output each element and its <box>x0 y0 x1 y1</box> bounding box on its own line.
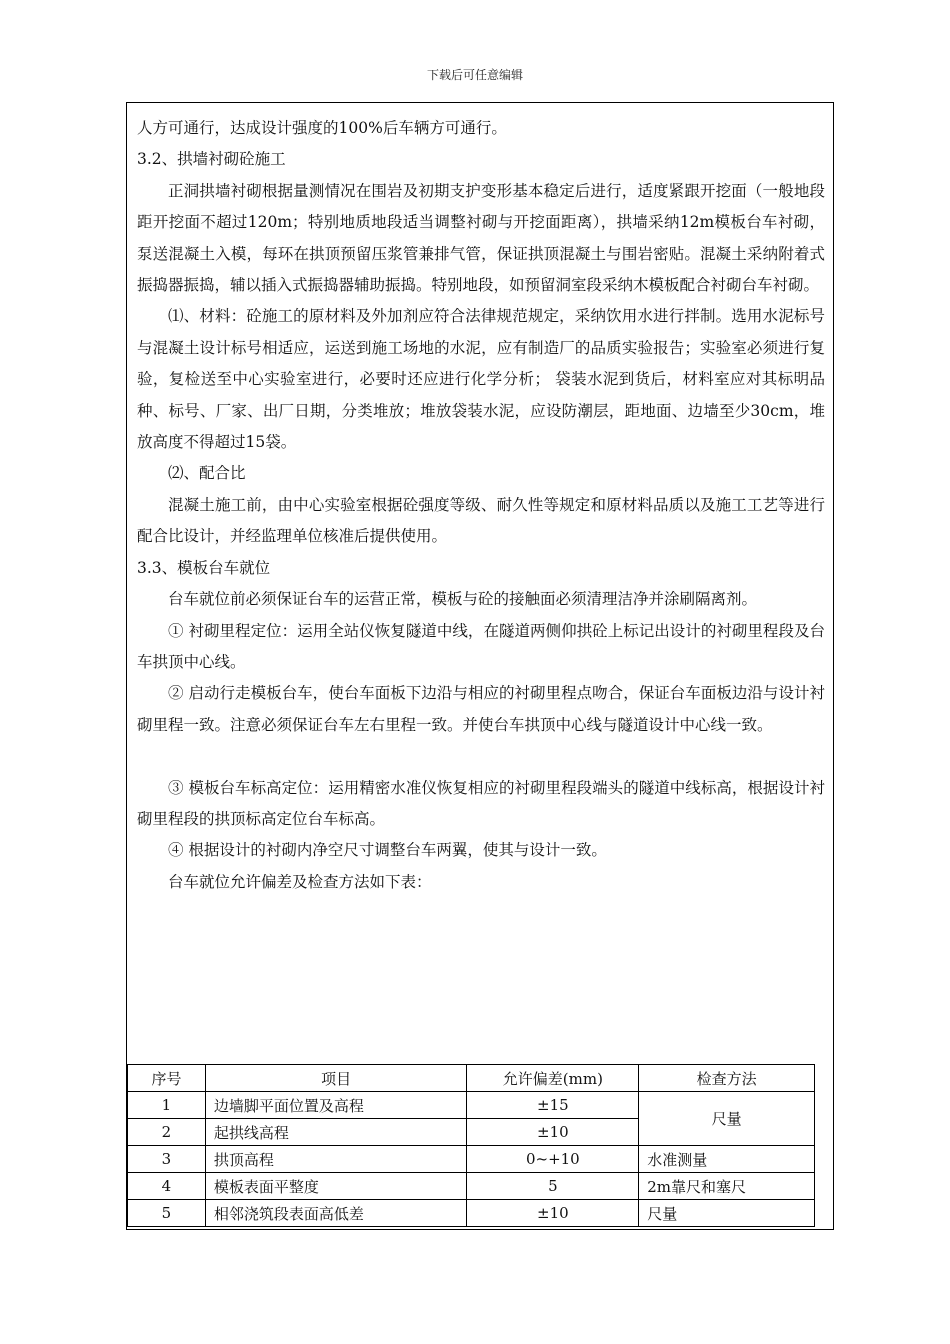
cell-method: 水准测量 <box>639 1146 815 1173</box>
paragraph-step-3: ③ 模板台车标高定位：运用精密水准仪恢复相应的衬砌里程段端头的隧道中线标高，根据设计衬砌里程段的拱顶标高定位台车标高。 <box>137 778 825 828</box>
paragraph-step-2: ② 启动行走模板台车，使台车面板下边沿与相应的衬砌里程点吻合，保证台车面板边沿与设计衬砌里程一致。注意必须保证台车左右里程一致。并使台车拱顶中心线与隧道设计中心线一致。 <box>137 684 825 734</box>
cell-tolerance: ±15 <box>467 1092 639 1119</box>
blank-line <box>137 741 825 772</box>
cell-no: 2 <box>128 1119 206 1146</box>
page-header: 下载后可任意编辑 <box>426 68 523 82</box>
header-tolerance: 允许偏差(mm) <box>467 1065 639 1092</box>
paragraph-materials: ⑴、材料：砼施工的原材料及外加剂应符合法律规范规定，采纳饮用水进行拌制。选用水泥标号与混凝土设计标号相适应，运送到施工场地的水泥，应有制造厂的品质实验报告；实验室必须进行复验，复检送至中心实验室进行，必要时还应进行化学分析； 袋装水泥到货后，材料室应对其标明品种、标号、厂家、出厂日期，分类堆放；堆放袋装水泥，应设防潮层，距地面、边墙至少30cm，堆放高度不得超过15袋。 <box>137 307 825 452</box>
cell-item: 拱顶高程 <box>205 1146 467 1173</box>
section-heading-3-3: 3.3、模板台车就位 <box>137 558 271 577</box>
document-frame <box>126 102 834 1230</box>
cell-no: 3 <box>128 1146 206 1173</box>
cell-method: 尺量 <box>639 1200 815 1227</box>
cell-item: 边墙脚平面位置及高程 <box>205 1092 467 1119</box>
cell-tolerance: ±10 <box>467 1200 639 1227</box>
paragraph-trolley-prep: 台车就位前必须保证台车的运营正常，模板与砼的接触面必须清理洁净并涂刷隔离剂。 <box>168 590 758 609</box>
cell-method: 2m靠尺和塞尺 <box>639 1173 815 1200</box>
paragraph-lining: 正洞拱墙衬砌根据量测情况在围岩及初期支护变形基本稳定后进行，适度紧跟开挖面（一般地段距开挖面不超过120m；特别地质地段适当调整衬砌与开挖面距离），拱墙采纳12m模板台车衬砌，泵送混凝土入模，每环在拱顶预留压浆管兼排气管，保证拱顶混凝土与围岩密贴。混凝土采纳附着式振捣器振捣，辅以插入式振捣器辅助振捣。特别地段，如预留洞室段采纳木模板配合衬砌台车衬砌。 <box>137 181 825 295</box>
cell-item: 相邻浇筑段表面高低差 <box>205 1200 467 1227</box>
cell-no: 5 <box>128 1200 206 1227</box>
section-heading-3-2: 3.2、拱墙衬砌砼施工 <box>137 150 286 169</box>
cell-item: 模板表面平整度 <box>205 1173 467 1200</box>
header-no: 序号 <box>128 1065 206 1092</box>
table-row <box>128 1146 815 1173</box>
document-body <box>137 113 825 898</box>
tolerance-table <box>127 1064 815 1227</box>
paragraph-table-intro: 台车就位允许偏差及检查方法如下表： <box>168 872 432 891</box>
cell-tolerance: 5 <box>467 1173 639 1200</box>
table-row <box>128 1092 815 1119</box>
cell-no: 4 <box>128 1173 206 1200</box>
table-header-row <box>128 1065 815 1092</box>
paragraph-1: 人方可通行，达成设计强度的100%后车辆方可通行。 <box>137 119 507 137</box>
cell-tolerance: ±10 <box>467 1119 639 1146</box>
cell-no: 1 <box>128 1092 206 1119</box>
header-item: 项目 <box>205 1065 467 1092</box>
cell-method-merged: 尺量 <box>639 1092 815 1146</box>
table-row <box>128 1200 815 1227</box>
table-row <box>128 1173 815 1200</box>
header-method: 检查方法 <box>639 1065 815 1092</box>
paragraph-step-1: ① 衬砌里程定位：运用全站仪恢复隧道中线，在隧道两侧仰拱砼上标记出设计的衬砌里程段及台车拱顶中心线。 <box>137 621 825 671</box>
cell-item: 起拱线高程 <box>205 1119 467 1146</box>
cell-tolerance: 0~+10 <box>467 1146 639 1173</box>
paragraph-step-4: ④ 根据设计的衬砌内净空尺寸调整台车两翼，使其与设计一致。 <box>168 841 607 860</box>
subheading-mix-ratio: ⑵、配合比 <box>168 464 246 483</box>
paragraph-mix-ratio: 混凝土施工前，由中心实验室根据砼强度等级、耐久性等规定和原材料品质以及施工工艺等进行配合比设计，并经监理单位核准后提供使用。 <box>137 495 825 546</box>
